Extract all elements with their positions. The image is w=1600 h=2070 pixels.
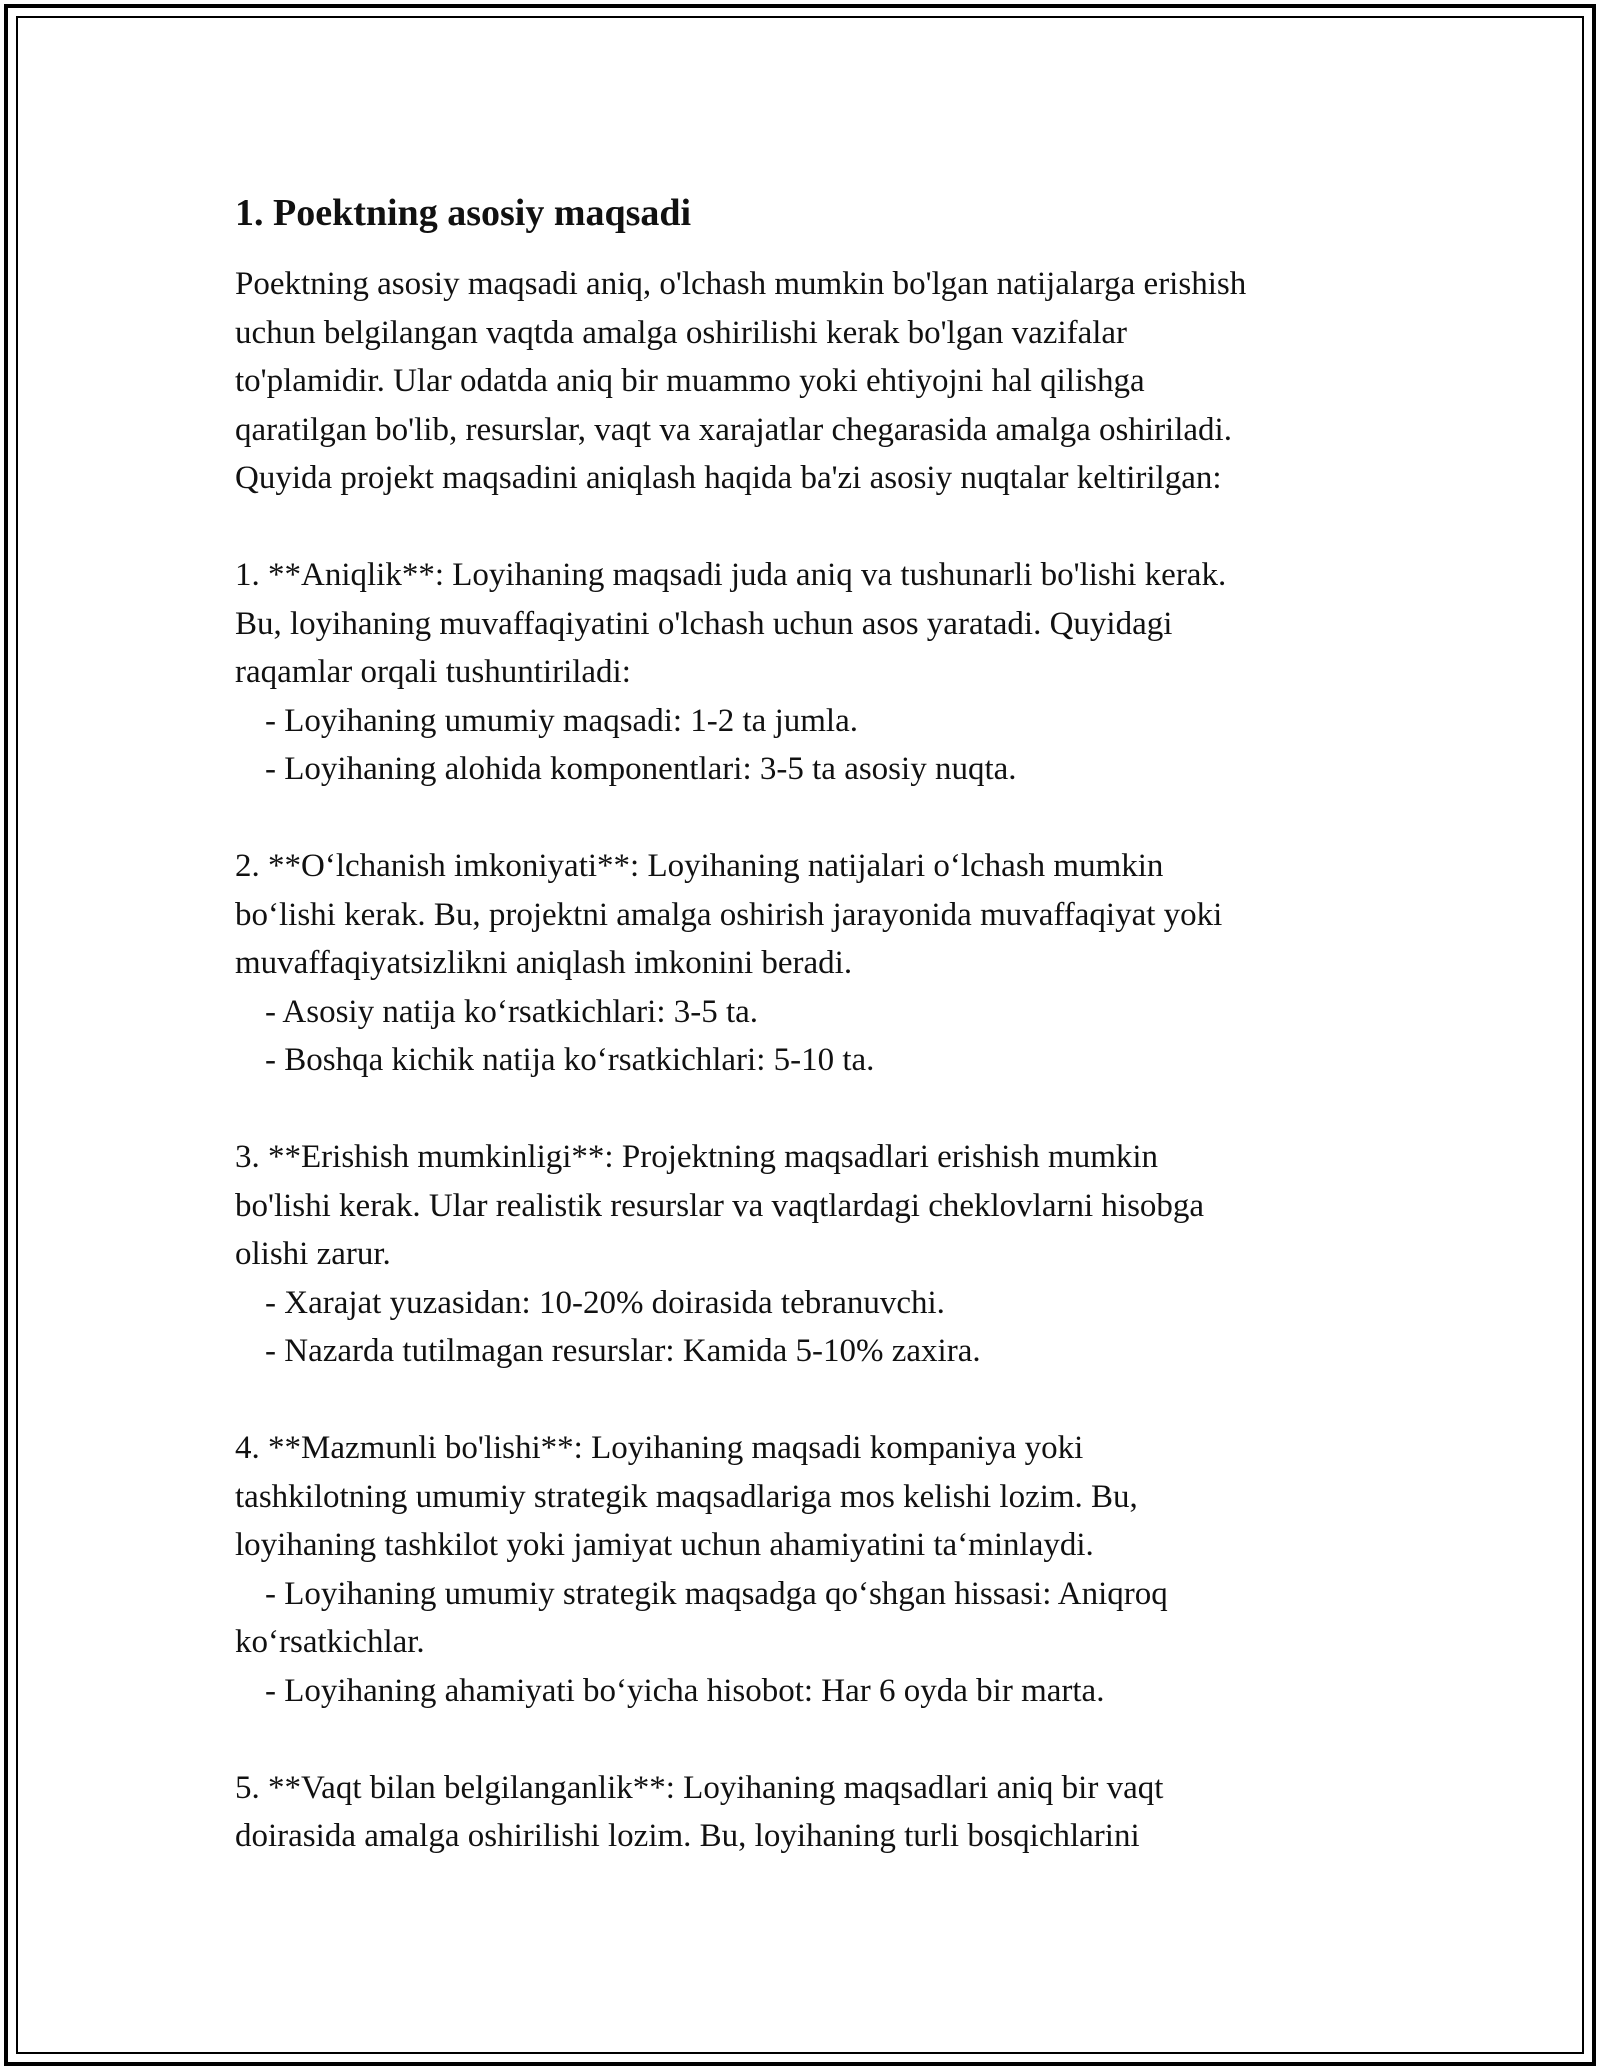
paragraph-line: olishi zarur. [235, 1236, 391, 1272]
sub-list-item: - Asosiy natija koʻrsatkichlari: 3-5 ta. [265, 993, 759, 1030]
paragraph-line: to'plamidir. Ular odatda aniq bir muammo yoki ehtiyojni hal qilishga [235, 363, 1145, 399]
sub-list-item: - Loyihaning ahamiyati boʻyicha hisobot: Har 6 oyda bir marta. [265, 1672, 1105, 1709]
list-item-heading: 4. **Mazmunli bo'lishi**: Loyihaning maqsadi kompaniya yoki [235, 1430, 1084, 1466]
sub-list-item: - Xarajat yuzasidan: 10-20% doirasida tebranuvchi. [265, 1284, 945, 1321]
sub-list-item: - Nazarda tutilmagan resurslar: Kamida 5-10% zaxira. [265, 1333, 981, 1369]
paragraph-line: tashkilotning umumiy strategik maqsadlariga mos kelishi lozim. Bu, [235, 1478, 1138, 1515]
paragraph-line: qaratilgan bo'lib, resurslar, vaqt va xarajatlar chegarasida amalga oshiriladi. [235, 411, 1232, 448]
paragraph-line: Poektning asosiy maqsadi aniq, o'lchash mumkin bo'lgan natijalarga erishish [235, 266, 1247, 302]
blank-line [235, 794, 1385, 843]
paragraph-line: boʻlishi kerak. Bu, projektni amalga oshirish jarayonida muvaffaqiyat yoki [235, 896, 1223, 933]
document-body [235, 188, 1385, 1861]
sub-list-item: - Loyihaning alohida komponentlari: 3-5 ta asosiy nuqta. [265, 751, 1017, 787]
section-heading: 1. Poektning asosiy maqsadi [235, 192, 692, 234]
paragraph-line: muvaffaqiyatsizlikni aniqlash imkonini beradi. [235, 945, 853, 981]
paragraph-line: koʻrsatkichlar. [235, 1624, 425, 1660]
paragraph-line: Quyida projekt maqsadini aniqlash haqida ba'zi asosiy nuqtalar keltirilgan: [235, 460, 1222, 496]
paragraph-line: uchun belgilangan vaqtda amalga oshirilishi kerak bo'lgan vazifalar [235, 314, 1128, 351]
paragraph-line: Bu, loyihaning muvaffaqiyatini o'lchash uchun asos yaratadi. Quyidagi [235, 605, 1173, 642]
paragraph-line: raqamlar orqali tushuntiriladi: [235, 654, 631, 690]
paragraph-line: bo'lishi kerak. Ular realistik resurslar va vaqtlardagi cheklovlarni hisobga [235, 1187, 1205, 1224]
list-item-heading: 1. **Aniqlik**: Loyihaning maqsadi juda aniq va tushunarli bo'lishi kerak. [235, 557, 1227, 593]
blank-line [235, 1085, 1385, 1134]
blank-line [235, 1376, 1385, 1425]
blank-line [235, 503, 1385, 552]
sub-list-item: - Loyihaning umumiy maqsadi: 1-2 ta jumla. [265, 702, 858, 739]
list-item-heading: 3. **Erishish mumkinligi**: Projektning maqsadlari erishish mumkin [235, 1139, 1159, 1175]
paragraph-line: doirasida amalga oshirilishi lozim. Bu, loyihaning turli bosqichlarini [235, 1818, 1140, 1854]
list-item-heading: 2. **Oʻlchanish imkoniyati**: Loyihaning natijalari oʻlchash mumkin [235, 848, 1164, 884]
sub-list-item: - Loyihaning umumiy strategik maqsadga qoʻshgan hissasi: Aniqroq [265, 1575, 1168, 1612]
sub-list-item: - Boshqa kichik natija koʻrsatkichlari: 5-10 ta. [265, 1042, 875, 1078]
blank-line [235, 1715, 1385, 1764]
paragraph-line: loyihaning tashkilot yoki jamiyat uchun ahamiyatini taʻminlaydi. [235, 1527, 1094, 1563]
list-item-heading: 5. **Vaqt bilan belgilanganlik**: Loyihaning maqsadlari aniq bir vaqt [235, 1769, 1164, 1806]
